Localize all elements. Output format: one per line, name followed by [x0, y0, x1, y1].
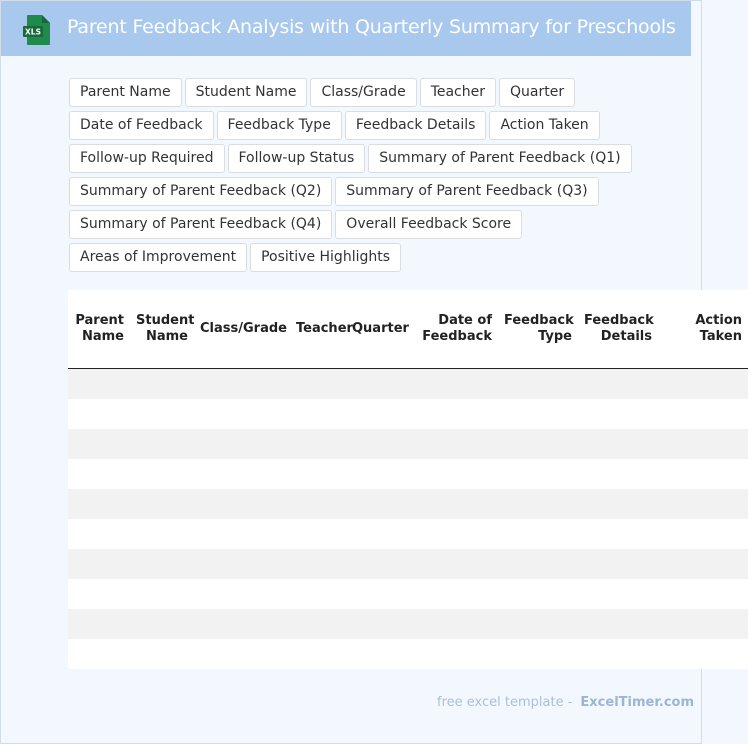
- table-cell[interactable]: [130, 579, 194, 609]
- table-cell[interactable]: [346, 579, 412, 609]
- table-cell[interactable]: [130, 639, 194, 669]
- table-cell[interactable]: [68, 639, 130, 669]
- table-cell[interactable]: [412, 609, 498, 639]
- table-cell[interactable]: [68, 459, 130, 489]
- column-chip[interactable]: Positive Highlights: [250, 243, 401, 272]
- column-chip-list: [69, 78, 699, 272]
- table-cell[interactable]: [412, 579, 498, 609]
- data-table-container[interactable]: [68, 290, 742, 669]
- table-cell[interactable]: [194, 369, 290, 400]
- svg-text:XLS: XLS: [25, 27, 41, 37]
- table-cell[interactable]: [346, 399, 412, 429]
- table-cell[interactable]: [412, 429, 498, 459]
- table-row: [68, 519, 748, 549]
- table-cell[interactable]: [290, 609, 346, 639]
- column-chip[interactable]: Areas of Improvement: [69, 243, 247, 272]
- column-header[interactable]: Parent Name: [68, 290, 130, 369]
- column-chip[interactable]: Follow-up Status: [228, 144, 366, 173]
- column-chip[interactable]: Summary of Parent Feedback (Q3): [335, 177, 598, 206]
- footer-text: free excel template -: [437, 695, 573, 710]
- column-chip[interactable]: Parent Name: [69, 78, 182, 107]
- table-cell[interactable]: [194, 399, 290, 429]
- table-cell[interactable]: [68, 609, 130, 639]
- table-cell[interactable]: [130, 549, 194, 579]
- column-chip[interactable]: Feedback Type: [217, 111, 342, 140]
- column-chip[interactable]: Student Name: [185, 78, 308, 107]
- table-row: [68, 459, 748, 489]
- table-cell[interactable]: [346, 639, 412, 669]
- table-cell[interactable]: [412, 369, 498, 400]
- table-cell[interactable]: [194, 429, 290, 459]
- table-cell[interactable]: [346, 369, 412, 400]
- table-cell[interactable]: [498, 639, 578, 669]
- column-header[interactable]: Class/Grade: [194, 290, 290, 369]
- table-cell[interactable]: [194, 639, 290, 669]
- column-chip[interactable]: Class/Grade: [310, 78, 416, 107]
- table-cell[interactable]: [68, 549, 130, 579]
- table-cell[interactable]: [194, 579, 290, 609]
- table-cell[interactable]: [346, 459, 412, 489]
- table-cell[interactable]: [346, 489, 412, 519]
- table-cell[interactable]: [412, 549, 498, 579]
- table-cell[interactable]: [346, 549, 412, 579]
- column-chip[interactable]: Teacher: [420, 78, 496, 107]
- table-cell[interactable]: [412, 459, 498, 489]
- table-cell[interactable]: [578, 579, 658, 609]
- table-cell[interactable]: [578, 399, 658, 429]
- footer-brand-link[interactable]: ExcelTimer.com: [580, 695, 695, 710]
- table-cell[interactable]: [658, 489, 748, 519]
- spreadsheet-xls-icon: [22, 14, 52, 46]
- table-cell[interactable]: [658, 459, 748, 489]
- table-cell[interactable]: [498, 519, 578, 549]
- column-header[interactable]: Student Name: [130, 290, 194, 369]
- table-cell[interactable]: [498, 369, 578, 400]
- table-cell[interactable]: [412, 639, 498, 669]
- column-header[interactable]: Feedback Type: [498, 290, 578, 369]
- table-cell[interactable]: [498, 549, 578, 579]
- table-cell[interactable]: [130, 399, 194, 429]
- column-chip[interactable]: Feedback Details: [345, 111, 487, 140]
- page-title: Parent Feedback Analysis with Quarterly Summary for Preschools: [67, 16, 676, 38]
- table-cell[interactable]: [290, 549, 346, 579]
- table-cell[interactable]: [290, 459, 346, 489]
- column-chip[interactable]: Action Taken: [489, 111, 599, 140]
- table-cell[interactable]: [68, 399, 130, 429]
- column-chip[interactable]: Follow-up Required: [69, 144, 225, 173]
- table-row: [68, 369, 748, 400]
- table-cell[interactable]: [290, 489, 346, 519]
- table-cell[interactable]: [412, 519, 498, 549]
- column-header[interactable]: Date of Feedback: [412, 290, 498, 369]
- table-cell[interactable]: [658, 579, 748, 609]
- column-header[interactable]: Teacher: [290, 290, 346, 369]
- table-cell[interactable]: [578, 519, 658, 549]
- table-cell[interactable]: [130, 369, 194, 400]
- column-chip[interactable]: Date of Feedback: [69, 111, 214, 140]
- table-cell[interactable]: [578, 459, 658, 489]
- table-row: [68, 489, 748, 519]
- table-cell[interactable]: [130, 459, 194, 489]
- table-cell[interactable]: [346, 429, 412, 459]
- table-cell[interactable]: [68, 369, 130, 400]
- table-row: [68, 399, 748, 429]
- column-chip[interactable]: Summary of Parent Feedback (Q1): [368, 144, 631, 173]
- table-cell[interactable]: [68, 519, 130, 549]
- column-chip[interactable]: Summary of Parent Feedback (Q4): [69, 210, 332, 239]
- column-chip[interactable]: Quarter: [499, 78, 575, 107]
- column-chip[interactable]: Overall Feedback Score: [335, 210, 522, 239]
- table-cell[interactable]: [290, 639, 346, 669]
- table-cell[interactable]: [130, 489, 194, 519]
- table-cell[interactable]: [194, 519, 290, 549]
- table-row: [68, 609, 748, 639]
- table-cell[interactable]: [290, 519, 346, 549]
- table-cell[interactable]: [346, 519, 412, 549]
- table-cell[interactable]: [498, 459, 578, 489]
- table-cell[interactable]: [498, 489, 578, 519]
- table-cell[interactable]: [194, 459, 290, 489]
- table-cell[interactable]: [658, 429, 748, 459]
- table-header-row: [68, 290, 748, 369]
- table-cell[interactable]: [68, 429, 130, 459]
- table-cell[interactable]: [578, 549, 658, 579]
- table-cell[interactable]: [194, 609, 290, 639]
- table-cell[interactable]: [658, 399, 748, 429]
- table-cell[interactable]: [578, 489, 658, 519]
- data-table: [68, 290, 748, 669]
- table-cell[interactable]: [658, 639, 748, 669]
- table-cell[interactable]: [290, 429, 346, 459]
- table-cell[interactable]: [578, 369, 658, 400]
- table-cell[interactable]: [194, 489, 290, 519]
- table-cell[interactable]: [498, 429, 578, 459]
- table-cell[interactable]: [498, 579, 578, 609]
- table-cell[interactable]: [130, 429, 194, 459]
- table-cell[interactable]: [130, 519, 194, 549]
- table-cell[interactable]: [578, 639, 658, 669]
- table-cell[interactable]: [578, 609, 658, 639]
- table-cell[interactable]: [68, 489, 130, 519]
- table-cell[interactable]: [194, 549, 290, 579]
- table-row: [68, 579, 748, 609]
- column-chip[interactable]: Summary of Parent Feedback (Q2): [69, 177, 332, 206]
- column-header[interactable]: Action Taken: [658, 290, 748, 369]
- footer: [437, 695, 694, 710]
- table-cell[interactable]: [346, 609, 412, 639]
- table-cell[interactable]: [68, 579, 130, 609]
- header-bar: [1, 1, 691, 56]
- table-cell[interactable]: [130, 609, 194, 639]
- table-cell[interactable]: [290, 369, 346, 400]
- table-cell[interactable]: [498, 609, 578, 639]
- table-cell[interactable]: [658, 549, 748, 579]
- table-row: [68, 549, 748, 579]
- column-header[interactable]: Feedback Details: [578, 290, 658, 369]
- table-row: [68, 639, 748, 669]
- table-cell[interactable]: [290, 579, 346, 609]
- table-cell[interactable]: [290, 399, 346, 429]
- table-row: [68, 429, 748, 459]
- table-cell[interactable]: [658, 369, 748, 400]
- table-cell[interactable]: [412, 399, 498, 429]
- column-header[interactable]: Quarter: [346, 290, 412, 369]
- table-cell[interactable]: [498, 399, 578, 429]
- table-cell[interactable]: [658, 609, 748, 639]
- table-cell[interactable]: [578, 429, 658, 459]
- table-cell[interactable]: [412, 489, 498, 519]
- table-cell[interactable]: [658, 519, 748, 549]
